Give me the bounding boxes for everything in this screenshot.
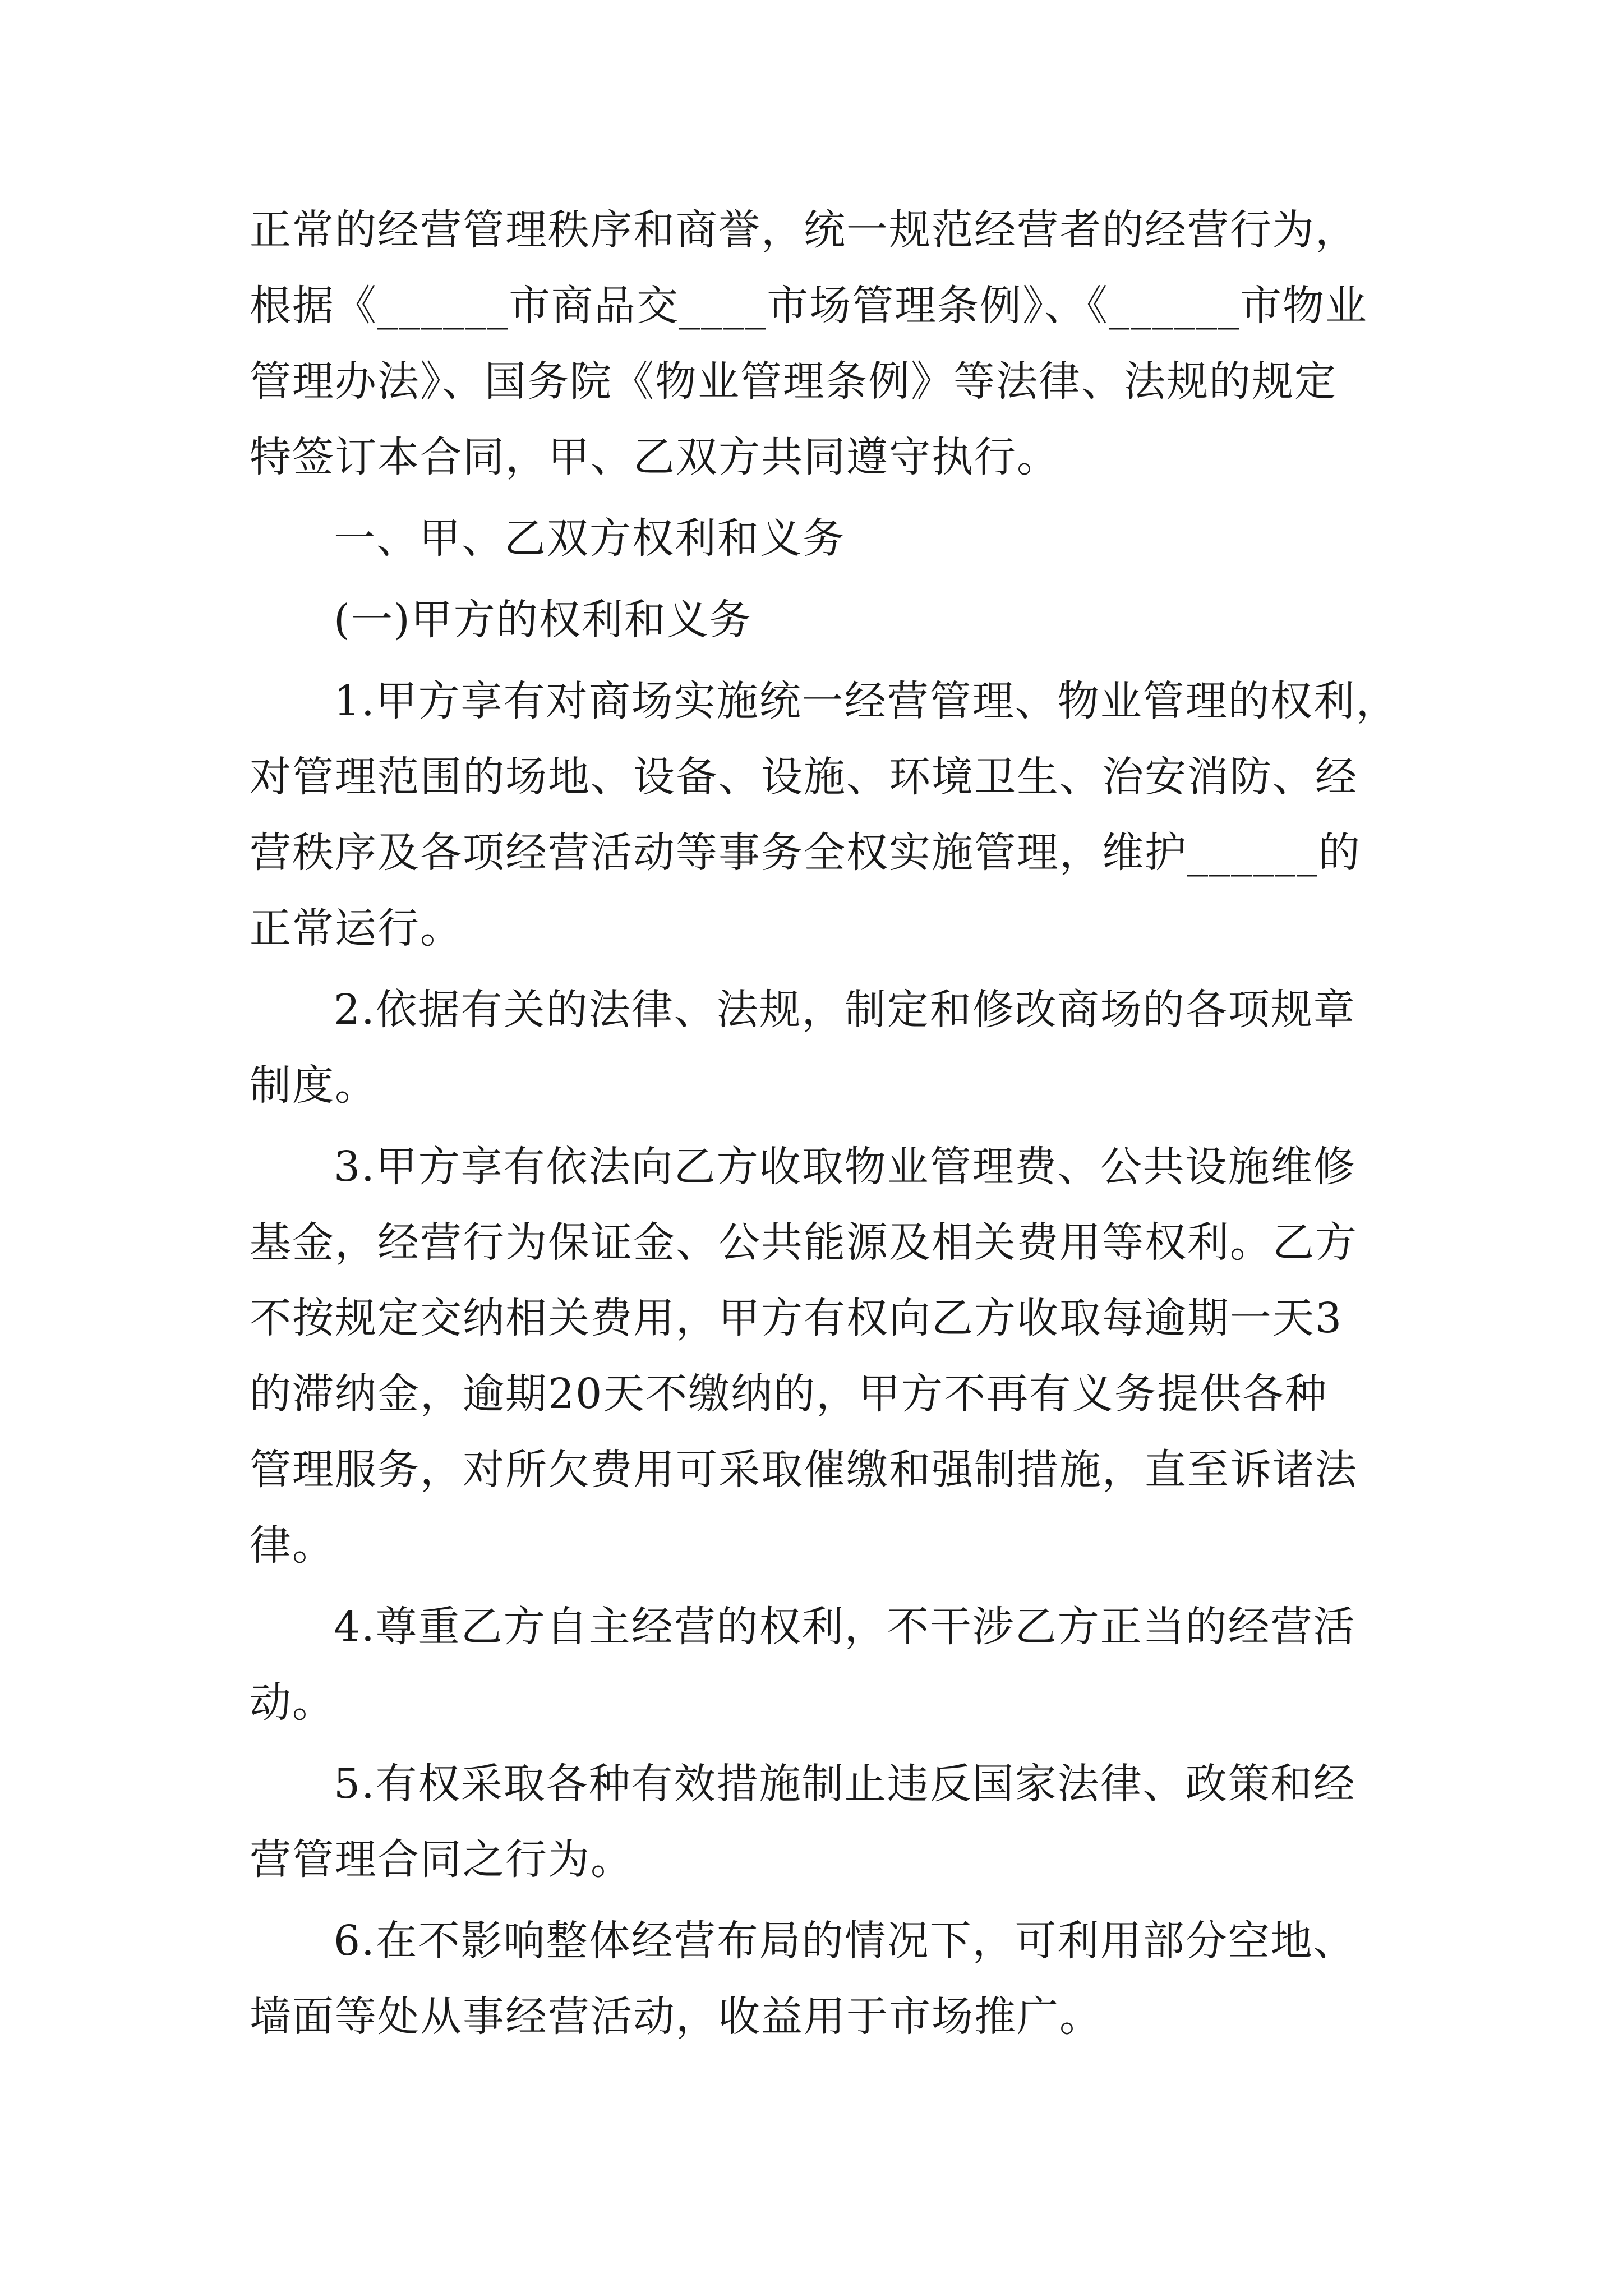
clause-2-line: 制度。 <box>250 1061 377 1110</box>
clause-6-line: 6.在不影响整体经营布局的情况下，可利用部分空地、 <box>334 1917 1356 1965</box>
paragraph-line: 根据《______市商品交____市场管理条例》、《______市物业 <box>250 282 1368 330</box>
subsection-heading: (一)甲方的权利和义务 <box>334 596 752 644</box>
section-heading: 一、甲、乙双方权利和义务 <box>334 514 845 563</box>
clause-3-line: 律。 <box>250 1521 335 1570</box>
paragraph-line: 特签订本合同，甲、乙双方共同遵守执行。 <box>250 433 1059 481</box>
clause-1-line: 对管理范围的场地、设备、设施、环境卫生、治安消防、经 <box>250 753 1358 801</box>
paragraph-line: 正常的经营管理秩序和商誉，统一规范经营者的经营行为， <box>250 206 1358 254</box>
clause-3-line: 不按规定交纳相关费用，甲方有权向乙方收取每逾期一天3 <box>250 1294 1343 1342</box>
clause-3-line: 基金，经营行为保证金、公共能源及相关费用等权利。乙方 <box>250 1218 1358 1267</box>
paragraph-line: 管理办法》、国务院《物业管理条例》等法律、法规的规定 <box>250 357 1337 406</box>
clause-3-line: 的滞纳金，逾期20天不缴纳的，甲方不再有义务提供各种 <box>250 1370 1328 1418</box>
clause-3-line: 管理服务，对所欠费用可采取催缴和强制措施，直至诉诸法 <box>250 1446 1358 1494</box>
clause-4-line: 动。 <box>250 1678 335 1727</box>
clause-1-line: 营秩序及各项经营活动等事务全权实施管理，维护______的 <box>250 829 1361 877</box>
clause-5-line: 营管理合同之行为。 <box>250 1835 633 1884</box>
clause-6-line: 墙面等处从事经营活动，收益用于市场推广。 <box>250 1993 1102 2041</box>
clause-3-line: 3.甲方享有依法向乙方收取物业管理费、公共设施维修 <box>334 1143 1356 1191</box>
clause-2-line: 2.依据有关的法律、法规，制定和修改商场的各项规章 <box>334 986 1356 1034</box>
clause-1-line: 正常运行。 <box>250 904 463 953</box>
clause-5-line: 5.有权采取各种有效措施制止违反国家法律、政策和经 <box>334 1760 1356 1808</box>
clause-4-line: 4.尊重乙方自主经营的权利，不干涉乙方正当的经营活 <box>334 1603 1356 1651</box>
clause-1-line: 1.甲方享有对商场实施统一经营管理、物业管理的权利， <box>334 677 1399 725</box>
